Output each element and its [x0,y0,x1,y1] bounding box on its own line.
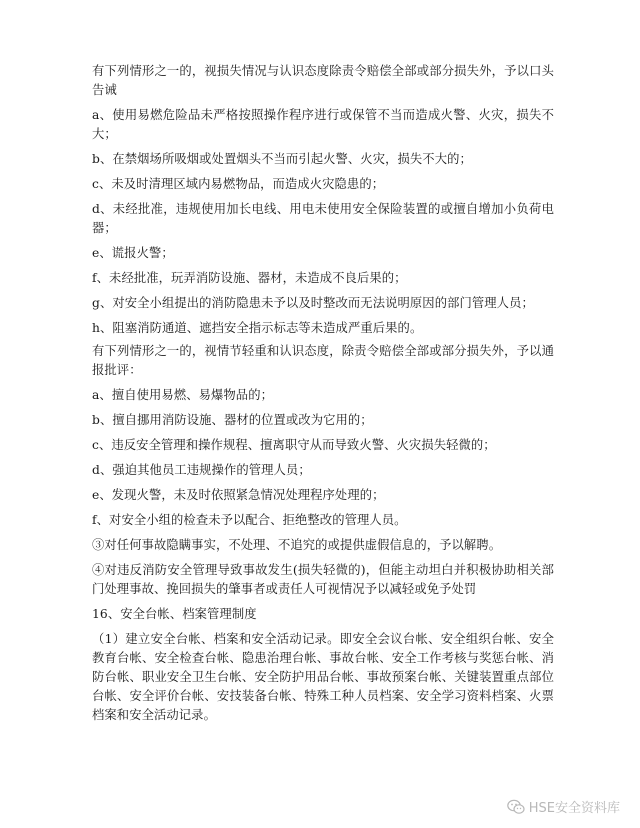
paragraph-dismissal: ③对任何事故隐瞒事实，不处理、不追究的或提供虚假信息的，予以解聘。 [92,538,502,552]
list-item-g: g、对安全小组提出的消防隐患未予以及时整改而无法说明原因的部门管理人员； [92,296,534,310]
paragraph-ledger-records: （1）建立安全台帐、档案和安全活动记录。即安全会议台帐、安全组织台帐、安全教育台帐、安全检查台帐、隐患治理台帐、事故台帐、安全工作考核与奖惩台帐、消防台帐、职业安全卫生台帐、安全防护用品台帐、事故预案台帐、关键装置重点部位台帐、安全评价台帐、安技装备台帐、特殊工种人员档案、安全学习资料档案、火票档案和安全活动记录。 [92,632,554,722]
list-item-b: b、在禁烟场所吸烟或处置烟头不当而引起火警、火灾，损失不大的； [92,152,472,166]
paragraph-intro-criticism: 有下列情形之一的，视情节轻重和认识态度，除责令赔偿全部或部分损失外，予以通报批评： [92,344,554,377]
list-item-d: d、未经批准，违规使用加长电线、用电未使用安全保险装置的或擅自增加小负荷电器； [92,202,554,235]
section-heading: 16、安全台帐、档案管理制度 [92,607,257,621]
wechat-icon [507,799,525,815]
list-item-a: a、擅自使用易燃、易爆物品的； [92,388,273,402]
list-item-f: f、对安全小组的检查未予以配合、拒绝整改的管理人员。 [92,513,407,527]
list-item-d: d、强迫其他员工违规操作的管理人员； [92,463,311,477]
list-item-f: f、未经批准，玩弄消防设施、器材，未造成不良后果的； [92,271,407,285]
list-item-e: e、发现火警，未及时依照紧急情况处理程序处理的； [92,488,385,502]
list-item-c: c、违反安全管理和操作规程、擅离职守从而导致火警、火灾损失轻微的； [92,438,496,452]
list-item-a: a、使用易燃危险品未严格按照操作程序进行或保管不当而造成火警、火灾，损失不大； [92,108,554,141]
paragraph-intro-warning: 有下列情形之一的，视损失情况与认识态度除责令赔偿全部或部分损失外，予以口头告诫 [92,64,554,97]
list-item-b: b、擅自挪用消防设施、器材的位置或改为它用的； [92,413,373,427]
list-item-e: e、谎报火警； [92,246,174,260]
document-body [92,62,554,731]
list-item-c: c、未及时清理区域内易燃物品，而造成火灾隐患的； [92,177,385,191]
watermark-text: HSE安全资料库 [528,801,620,816]
list-item-h: h、阻塞消防通道、遮挡安全指示标志等未造成严重后果的。 [92,321,423,335]
paragraph-leniency: ④对违反消防安全管理导致事故发生(损失轻微的)，但能主动坦白并积极协助相关部门处理事故、挽回损失的肇事者或责任人可视情况予以减轻或免予处罚 [92,563,554,596]
watermark [507,797,620,816]
